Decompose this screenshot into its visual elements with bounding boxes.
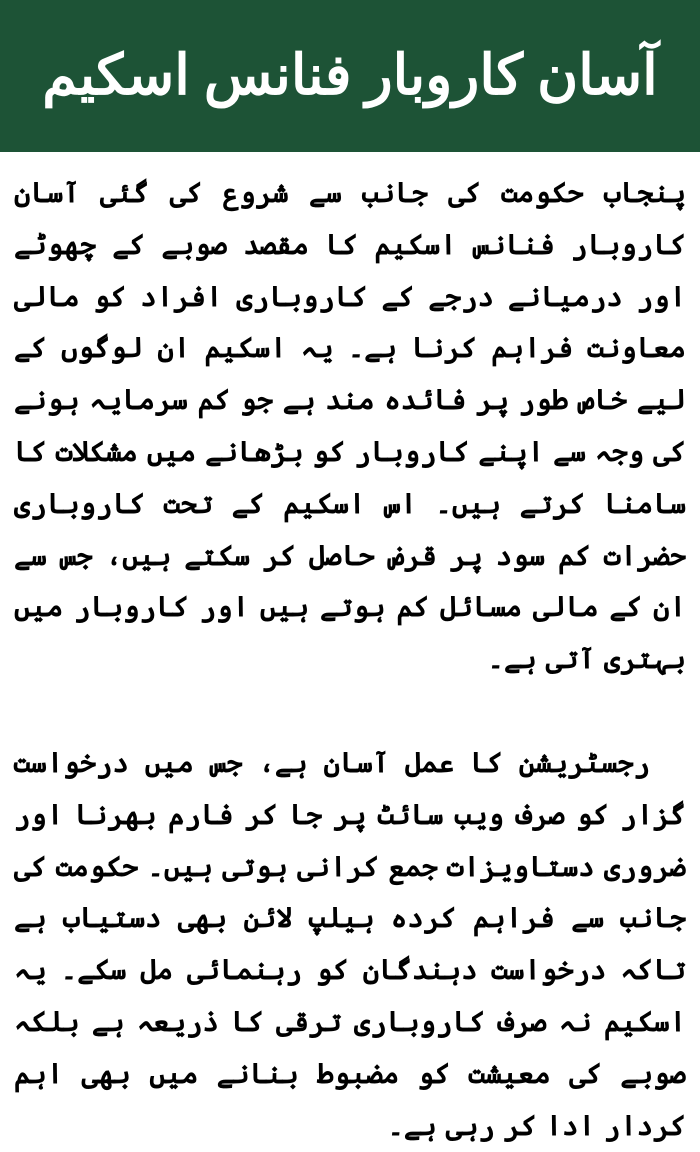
page-title: آسان کاروبار فنانس اسکیم xyxy=(42,44,658,107)
article-body xyxy=(0,152,700,1152)
header-banner xyxy=(0,0,700,152)
paragraph: پنجاب حکومت کی جانب سے شروع کی گئی آسان کاروبار فنانس اسکیم کا مقصد صوبے کے چھوٹے اور درمیانے درجے کے کاروباری افراد کو مالی معاونت فراہم کرنا ہے۔ یہ اسکیم ان لوگوں کے لیے خاص طور پر فائدہ مند ہے جو کم سرمایہ ہونے کی وجہ سے اپنے کاروبار کو بڑھانے میں مشکلات کا سامنا کرتے ہیں۔ اس اسکیم کے تحت کاروباری حضرات کم سود پر قرض حاصل کر سکتے ہیں، جس سے ان کے مالی مسائل کم ہوتے ہیں اور کاروبار میں بہتری آتی ہے۔ xyxy=(14,178,687,676)
paragraph: رجسٹریشن کا عمل آسان ہے، جس میں درخواست گزار کو صرف ویب سائٹ پر جا کر فارم بھرنا اور ضروری دستاویزات جمع کرانی ہوتی ہیں۔ حکومت کی جانب سے فراہم کردہ ہیلپ لائن بھی دستیاب ہے تاکہ درخواست دہندگان کو رہنمائی مل سکے۔ یہ اسکیم نہ صرف کاروباری ترقی کا ذریعہ ہے بلکہ صوبے کی معیشت کو مضبوط بنانے میں بھی اہم کردار ادا کر رہی ہے۔ xyxy=(14,747,687,1142)
